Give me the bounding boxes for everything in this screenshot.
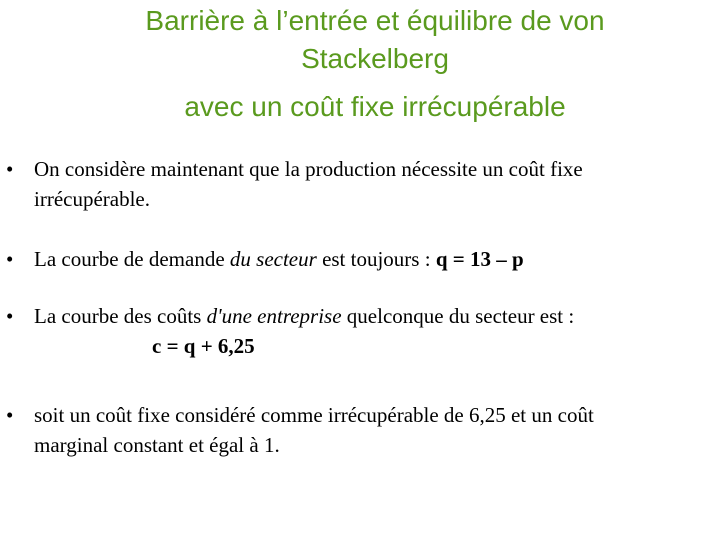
demand-formula: q = 13 – p <box>435 247 524 271</box>
bullet-text-line: On considère maintenant que la production nécessite un coût fixe <box>34 157 583 181</box>
bullet-text-part: quelconque du secteur est : <box>341 304 575 328</box>
bullet-text-line: marginal constant et égal à 1. <box>34 433 280 457</box>
bullet-text-italic: du secteur <box>229 247 317 271</box>
bullet-marker: • <box>6 247 14 271</box>
slide-subtitle: avec un coût fixe irrécupérable <box>184 91 566 122</box>
slide-title-line-1: Barrière à l’entrée et équilibre de von <box>145 5 605 36</box>
bullet-marker: • <box>6 403 14 427</box>
bullet-text <box>34 301 694 331</box>
bullet-text-part: La courbe des coûts <box>34 304 207 328</box>
bullet-text-italic: d'une entreprise <box>206 304 342 328</box>
bullet-marker: • <box>6 157 14 181</box>
bullet-text <box>34 400 694 460</box>
bullet-text <box>34 244 694 274</box>
bullet-text-part: La courbe de demande <box>34 247 230 271</box>
bullet-marker: • <box>6 304 14 328</box>
bullet-text-line: irrécupérable. <box>34 187 151 211</box>
cost-formula: c = q + 6,25 <box>152 334 255 358</box>
bullet-text-line: soit un coût fixe considéré comme irrécupérable de 6,25 et un coût <box>34 403 594 427</box>
bullet-text-part: est toujours : <box>316 247 436 271</box>
slide-title-line-2: Stackelberg <box>301 43 449 74</box>
bullet-text <box>34 154 694 214</box>
